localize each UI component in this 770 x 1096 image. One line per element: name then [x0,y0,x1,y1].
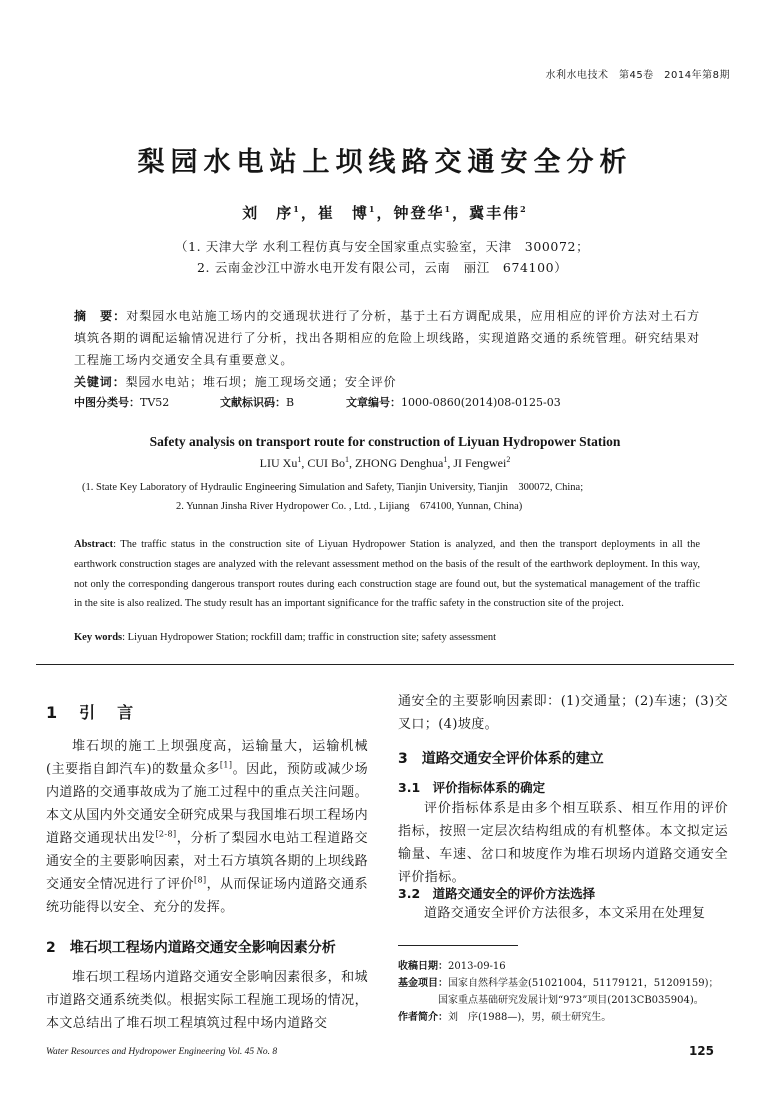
author-separator: ， [452,204,470,222]
section-3-2-body [398,902,728,925]
author-separator: , [349,456,356,470]
author-separator: , [447,456,454,470]
section-1-paragraph [46,735,368,919]
section-3-2-heading: 3.2 道路交通安全的评价方法选择 [398,886,596,901]
section-3-2-paragraph: 道路交通安全评价方法很多，本文采用在处理复 [424,906,706,921]
page-number: 125 [688,1044,714,1058]
section-1-heading: 1 引 言 [46,703,137,722]
author-aff-mark: 1 [368,204,377,214]
footnote-text: 国家自然科学基金(51021004，51179121，51209159)；国家重点基础研究发展计划“973”项目(2013CB035904)。 [438,978,719,1006]
author-separator: ， [376,204,394,222]
authors-en [0,456,770,471]
author-cn: 崔 博 [317,204,369,222]
section-2-body [46,966,368,1035]
author-aff-mark: 1 [444,204,453,214]
affiliation-cn: 2. 云南金沙江中游水电开发有限公司，云南 丽江 674100） [197,260,568,275]
author-en: LIU Xu [259,456,298,470]
affiliation-en: (1. State Key Laboratory of Hydraulic Engineering Simulation and Safety, Tianjin University, Tianjin 300072, China; [82,482,584,493]
section-2-continued-text: 通安全的主要影响因素即：(1)交通量；(2)车速；(3)交叉口；(4)坡度。 [398,694,729,732]
author-separator: ， [300,204,318,222]
author-en: CUI Bo [307,456,346,470]
footnotes [398,958,728,1026]
footnote-funding [398,975,728,1009]
footnote-text: 刘 序(1988—)，男，硕士研究生。 [448,1012,612,1023]
footnote-received [398,958,728,975]
author-aff-mark: 1 [443,455,448,464]
header-divider [36,664,734,665]
author-aff-mark: 1 [293,204,301,214]
author-cn: 钟登华 [393,204,445,222]
affiliation-en: 2. Yunnan Jinsha River Hydropower Co. , Ltd. , Lijiang 674100, Yunnan, China) [176,501,523,512]
text-run: ，分析了梨园水电站工程道路交通安全的主要影响因素，对土石方填筑各期的上坝线路交通安全情况进行了评价 [46,831,368,892]
keywords-cn-label: 关键词： [74,375,126,389]
text-run: 堆石坝的施工上坝强度高，运输量大，运输机械(主要指自卸汽车)的数量众多 [46,739,368,777]
abstract-cn [74,305,700,371]
affiliation-cn: （1. 天津大学 水利工程仿真与安全国家重点实验室，天津 300072； [175,239,590,254]
author-aff-mark: 1 [345,455,350,464]
footnote-label: 作者简介： [398,1012,448,1023]
section-3-1-paragraph: 评价指标体系是由多个相互联系、相互作用的评价指标，按照一定层次结构组成的有机整体。本文拟定运输量、车速、岔口和坡度作为堆石坝场内道路交通安全评价指标。 [398,801,728,885]
footnote-text: 2013-09-16 [448,961,506,972]
footnote-author-bio [398,1009,728,1026]
clc-number [74,394,169,410]
author-aff-mark: 1 [297,455,302,464]
section-3-1-body [398,797,728,889]
author-cn: 刘 序 [242,204,294,222]
abstract-en-label: Abstract [74,539,114,550]
article-number [346,394,561,410]
footnote-label: 基金项目： [398,978,448,989]
clc-value: TV52 [140,396,170,409]
keywords-cn-text: 梨园水电站；堆石坝；施工现场交通；安全评价 [125,375,397,389]
section-2-heading: 2 堆石坝工程场内道路交通安全影响因素分析 [46,940,336,956]
author-cn: 冀丰伟 [469,204,521,222]
article-number-value: 1000-0860(2014)08-0125-03 [401,396,561,409]
title-cn: 梨园水电站上坝线路交通安全分析 [137,147,633,178]
author-en: JI Fengwei [453,456,507,470]
title-en: Safety analysis on transport route for construction of Liyuan Hydropower Station [149,434,621,449]
abstract-en-colon: : [113,539,121,550]
abstract-en [74,535,700,614]
text-run: ，从而保证场内道路交通系统功能得以安全、充分的发挥。 [46,877,368,915]
section-1-body [46,735,368,919]
text-run: 。因此，预防或减少场内道路的交通事故成为了施工过程中的重点关注问题。本文从国内外交通安全研究成果与我国堆石坝工程场内道路交通现状出发 [46,762,368,846]
keywords-en-colon: : [122,632,128,643]
section-3-heading: 3 道路交通安全评价体系的建立 [398,751,604,767]
author-separator: , [301,456,308,470]
doc-code-value: B [286,396,295,409]
footnote-divider [398,945,518,946]
authors-cn [0,202,770,223]
abstract-cn-text: 对梨园水电站施工场内的交通现状进行了分析，基于土石方调配成果，应用相应的评价方法对土石方填筑各期的调配运输情况进行了分析，找出各期相应的危险上坝线路，实现道路交通的系统管理。研究结果对工程施工场内交通安全具有重要意义。 [74,309,700,367]
keywords-en-text: Liyuan Hydropower Station; rockfill dam; traffic in construction site; safety assessment [127,632,497,643]
abstract-cn-label: 摘 要： [74,309,127,323]
doc-code-label: 文献标识码： [220,396,286,409]
doc-code [220,394,294,410]
article-number-label: 文章编号： [346,396,401,409]
author-aff-mark: 2 [520,204,528,214]
footer-journal: Water Resources and Hydropower Engineering Vol. 45 No. 8 [46,1047,278,1057]
clc-label: 中图分类号： [74,396,140,409]
running-head: 水利水电技术 第45卷 2014年第8期 [545,70,730,81]
keywords-en-label: Key words [74,632,123,643]
author-en: ZHONG Denghua [355,456,444,470]
keywords-cn [74,373,397,390]
citation-mark: [2-8] [155,829,177,839]
section-2-paragraph: 堆石坝工程场内道路交通安全影响因素很多，和城市道路交通系统类似。根据实际工程施工现场的情况，本文总结出了堆石坝工程填筑过程中场内道路交 [46,970,368,1031]
section-2-continued [398,690,728,736]
citation-mark: [8] [194,875,207,885]
section-3-1-heading: 3.1 评价指标体系的确定 [398,780,546,795]
author-aff-mark: 2 [506,455,511,464]
citation-mark: [1] [219,760,233,770]
footnote-label: 收稿日期： [398,961,448,972]
abstract-en-text: The traffic status in the construction site of Liyuan Hydropower Station is analyzed, and then the transport deployments in all the earthwork construction stages are analyzed with the relevant assessment method on the basis of the result of the earthwork deployment. In this way, not only the corresponding dangerous transport routes during each construction stage are found out, but the systematical management of the traffic in the site is also realized. The study result has an important significance for the traffic safety in the construction site of the project. [74,539,700,610]
keywords-en [74,632,496,643]
